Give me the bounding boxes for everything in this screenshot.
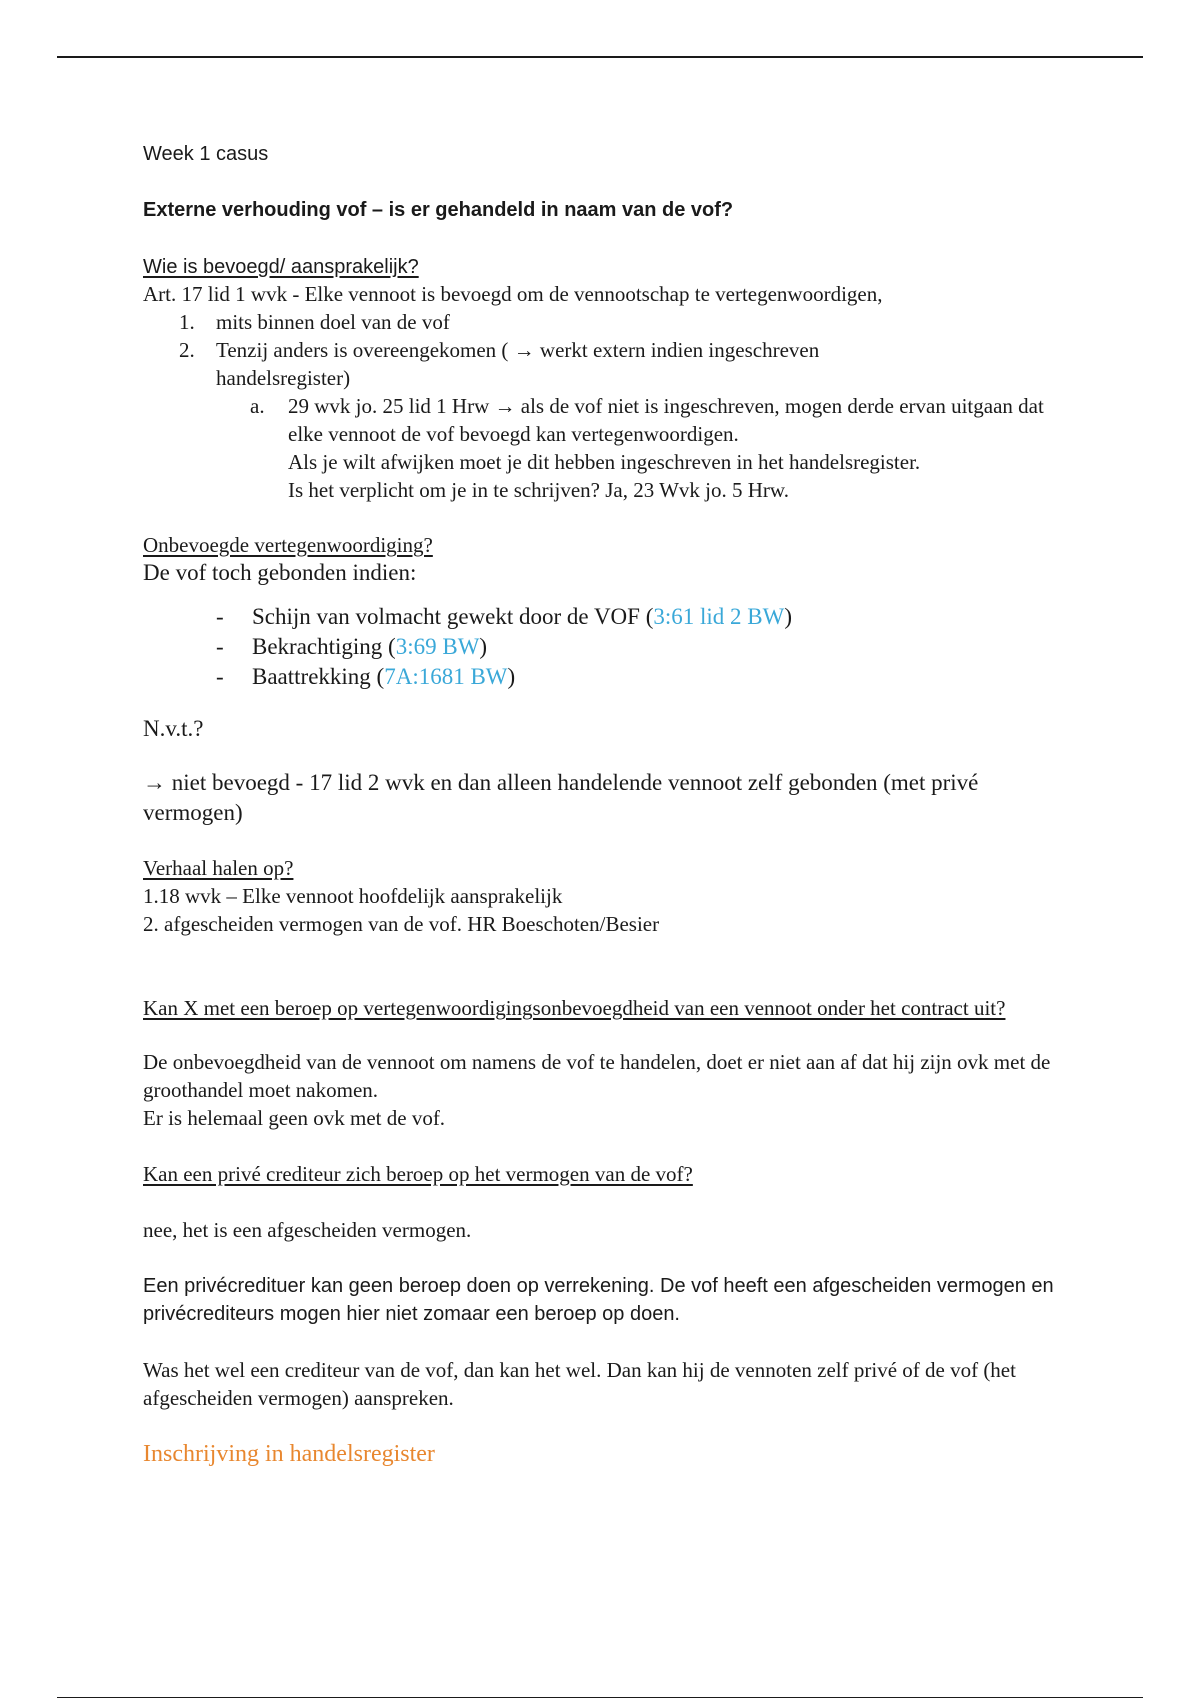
law-reference: 7A:1681 BW bbox=[384, 664, 508, 689]
law-reference: 3:61 lid 2 BW bbox=[653, 604, 785, 629]
section-title: Kan een privé crediteur zich beroep op het vermogen van de vof? bbox=[143, 1162, 693, 1186]
kanx-paragraph: De onbevoegdheid van de vennoot om namens de vof te handelen, doet er niet aan af dat hij zijn ovk met de groothandel moet nakomen. bbox=[143, 1050, 1051, 1102]
dash-list bbox=[143, 602, 1063, 692]
section-title: Verhaal halen op? bbox=[143, 856, 294, 880]
section-bevoegd bbox=[143, 254, 1063, 504]
conclusion-text: → niet bevoegd - 17 lid 2 wvk en dan alleen handelende vennoot zelf gebonden (met privé vermogen) bbox=[143, 770, 979, 825]
final-heading: Inschrijving in handelsregister bbox=[143, 1441, 435, 1467]
numbered-list bbox=[143, 308, 1063, 392]
sub-line: 29 wvk jo. 25 lid 1 Hrw → als de vof niet is ingeschreven, mogen derde ervan uitgaan dat elke vennoot de vof bevoegd kan vertegenwoordigen. bbox=[288, 394, 1044, 446]
section-title: Kan X met een beroep op vertegenwoordigingsonbevoegdheid van een vennoot onder het contract uit? bbox=[143, 996, 1006, 1020]
top-rule bbox=[57, 56, 1143, 58]
law-reference: 3:69 BW bbox=[395, 634, 480, 659]
section-prive bbox=[143, 1160, 1063, 1412]
section-kanx bbox=[143, 994, 1063, 1132]
section-title: Onbevoegde vertegenwoordiging? bbox=[143, 533, 433, 557]
section-title: Wie is bevoegd/ aansprakelijk? bbox=[143, 256, 419, 278]
verhaal-line: 1.18 wvk – Elke vennoot hoofdelijk aansprakelijk bbox=[143, 884, 563, 908]
list-item: - Schijn van volmacht gewekt door de VOF (3:61 lid 2 BW) bbox=[216, 604, 793, 629]
section-onbevoegd bbox=[143, 532, 1063, 828]
nvt-text: N.v.t.? bbox=[143, 716, 204, 741]
section-intro: De vof toch gebonden indien: bbox=[143, 560, 417, 585]
list-item: 1. mits binnen doel van de vof bbox=[179, 310, 450, 334]
verhaal-line: 2. afgescheiden vermogen van de vof. HR Boeschoten/Besier bbox=[143, 912, 660, 936]
section-verhaal bbox=[143, 854, 1063, 938]
document-page bbox=[143, 140, 1063, 1470]
prive-paragraph: Was het wel een crediteur van de vof, dan kan het wel. Dan kan hij de vennoten zelf privé of de vof (het afgescheiden vermogen) aanspreken. bbox=[143, 1358, 1016, 1410]
list-item: - Baattrekking (7A:1681 BW) bbox=[216, 664, 516, 689]
sub-line: Als je wilt afwijken moet je dit hebben ingeschreven in het handelsregister. bbox=[288, 450, 921, 474]
list-item: 2. Tenzij anders is overeengekomen ( → werkt extern indien ingeschreven handelsregister) bbox=[179, 338, 820, 390]
week-title: Week 1 casus bbox=[143, 143, 269, 165]
section-intro: Art. 17 lid 1 wvk - Elke vennoot is bevoegd om de vennootschap te vertegenwoordigen, bbox=[143, 282, 883, 306]
prive-answer: nee, het is een afgescheiden vermogen. bbox=[143, 1218, 472, 1242]
sub-line: Is het verplicht om je in te schrijven? Ja, 23 Wvk jo. 5 Hrw. bbox=[288, 478, 789, 502]
prive-paragraph: Een privécredituer kan geen beroep doen op verrekening. De vof heeft een afgescheiden vermogen en privécrediteurs mogen hier niet zomaar een beroep op doen. bbox=[143, 1275, 1054, 1325]
kanx-paragraph: Er is helemaal geen ovk met de vof. bbox=[143, 1106, 446, 1130]
bottom-rule bbox=[57, 1697, 1143, 1698]
list-item: - Bekrachtiging (3:69 BW) bbox=[216, 634, 488, 659]
sub-item: a. 29 wvk jo. 25 lid 1 Hrw → als de vof niet is ingeschreven, mogen derde ervan uitgaan dat elke vennoot de vof bevoegd kan vertegenwoordigen. Als je wilt afwijken moet je dit hebben ingeschreven in het handelsregister. Is het verplicht om je in te schrijven? Ja, 23 Wvk jo. 5 Hrw. bbox=[143, 392, 1063, 504]
page-heading: Externe verhouding vof – is er gehandeld in naam van de vof? bbox=[143, 199, 734, 221]
